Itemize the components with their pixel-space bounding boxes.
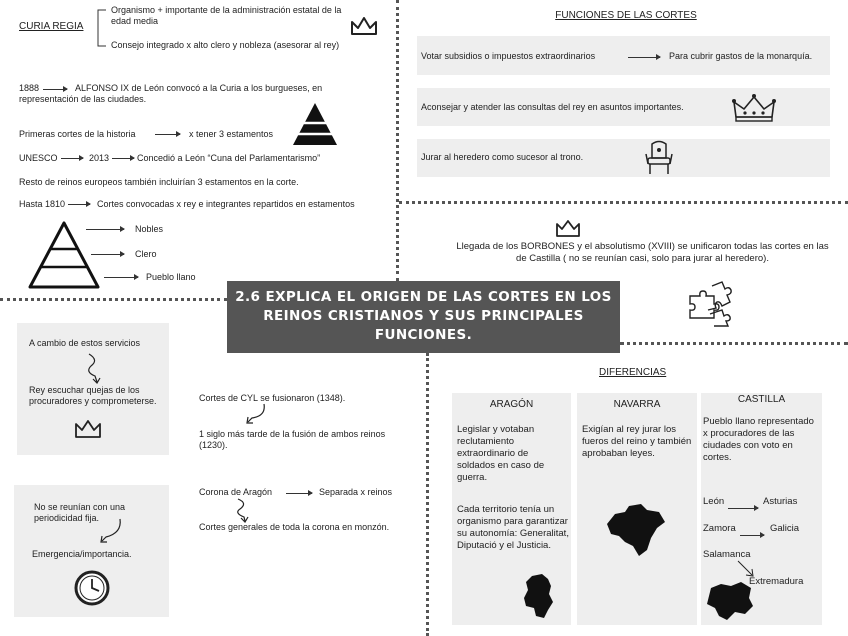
crown-ornate-icon [731,93,777,123]
diferencias-heading: DIFERENCIAS [599,367,667,378]
arrow-pueblo [104,277,138,278]
curia-label: CURIA REGIA [19,21,84,32]
castilla-galicia: Galicia [770,523,800,534]
navarra-text: Exigían al rey jurar los fueros del reino y también aprobaban leyes. [582,424,692,459]
arrow-unesco [61,158,83,159]
aragon-p2: Cada territorio tenía un organismo para garantizar su autonomía: Generalitat, Diputació y el Justicia. [457,504,569,551]
arrow-nobles [86,229,124,230]
aragon-title: ARAGÓN [489,399,534,410]
funcion-aconsejar: Aconsejar y atender las consultas del rey en asuntos importantes. [421,102,684,112]
arrow-hasta [68,204,90,205]
arrow-unesco-year [112,158,134,159]
divider-horizontal-right-top [399,201,848,204]
navarra-map-icon [603,502,669,558]
castilla-title: CASTILLA [737,394,786,405]
castilla-leon: León [703,496,725,507]
alfonso-span: ALFONSO IX de León convocó a la Curia a los burgueses, en representación de las ciudades. [19,83,323,104]
servicios-top: A cambio de estos servicios [29,338,141,348]
navarra-title: NAVARRA [613,399,661,410]
fusion-text: 1 siglo más tarde de la fusión de ambos reinos (1230). [199,429,386,450]
arrow-primeras [155,134,180,135]
unesco-label: UNESCO [19,153,58,163]
hasta-label: Hasta 1810 [19,199,66,209]
pyramid-icon [292,102,338,146]
unesco-year: 2013 [89,153,110,163]
arrow-corona [286,493,312,494]
aragon-map-icon [518,572,560,620]
castilla-salamanca: Salamanca [703,549,751,560]
reunion-top: No se reunían con una periodicidad fija. [34,502,126,523]
divider-horizontal-left [0,298,227,301]
castilla-asturias: Asturias [763,496,798,507]
curia-bracket [92,8,112,50]
curia-item-1: Organismo + importante de la administración estatal de la edad media [111,5,342,26]
primeras-text: Primeras cortes de la historia [19,129,136,139]
estamento-nobles: Nobles [135,224,164,234]
hasta-result: Cortes convocadas x rey e integrantes repartidos en estamentos [97,199,355,209]
page-title: 2.6 EXPLICA EL ORIGEN DE LAS CORTES EN LOS REINOS CRISTIANOS Y SUS PRINCIPALES FUNCIONES. [227,281,620,353]
funcion-jurar: Jurar al heredero como sucesor al trono. [421,152,584,162]
arrow-clero [91,254,124,255]
arrow-zamora [740,535,764,536]
resto-text: Resto de reinos europeos también incluirían 3 estamentos en la corte. [19,177,299,187]
primeras-result: x tener 3 estamentos [189,129,274,139]
castilla-text: Pueblo llano representado x procuradores de las ciudades con voto en cortes. [703,416,814,463]
funciones-heading: FUNCIONES DE LAS CORTES [555,10,697,21]
squiggle-arrow-icon [85,352,105,386]
year-1888: 1888 [19,83,40,93]
castilla-map-icon [705,580,755,622]
cyl-arrow-icon [244,402,268,426]
corona-aragon: Corona de Aragón [199,487,273,497]
unesco-result: Concedió a León “Cuna del Parlamentarismo” [137,153,321,163]
reunion-bottom: Emergencia/importancia. [32,549,132,559]
crown-icon [349,15,379,37]
cyl-text: Cortes de CYL se fusionaron (1348). [199,393,346,403]
clock-icon [73,569,111,607]
funcion-votar-result: Para cubrir gastos de la monarquía. [669,51,813,61]
estamentos-pyramid-icon [27,220,101,290]
curia-item-2: Consejo integrado x alto clero y nobleza (asesorar al rey) [111,40,340,50]
divider-vertical-bottom [426,353,429,636]
curve-arrow-icon [98,517,126,545]
funcion-votar: Votar subsidios o impuestos extraordinarios [421,51,596,61]
corona-result: Separada x reinos [319,487,393,497]
throne-icon [643,140,675,176]
castilla-zamora: Zamora [703,523,736,534]
aragon-p1: Legislar y votaban reclutamiento extraordinario de soldados en caso de guerra. [457,424,545,483]
estamento-pueblo: Pueblo llano [146,272,196,282]
arrow-leon [728,508,758,509]
arrow-votar [628,57,660,58]
estamento-clero: Clero [135,249,157,259]
divider-vertical-top [396,0,399,281]
corona-squiggle-icon [234,497,254,523]
crown-outline-icon [74,419,102,439]
generales-text: Cortes generales de toda la corona en monzón. [199,522,390,532]
crown-small-icon [555,219,581,238]
borbones-text: Llegada de los BORBONES y el absolutismo (XVIII) se unificaron todas las cortes en las de Castilla ( no se reunían casi, solo para jurar al heredero). [456,241,829,264]
divider-horizontal-right [620,342,848,345]
servicios-bottom: Rey escuchar quejas de los procuradores y comprometerse. [29,385,157,406]
puzzle-icon [686,280,738,328]
castilla-extremadura: Extremadura [749,576,804,587]
